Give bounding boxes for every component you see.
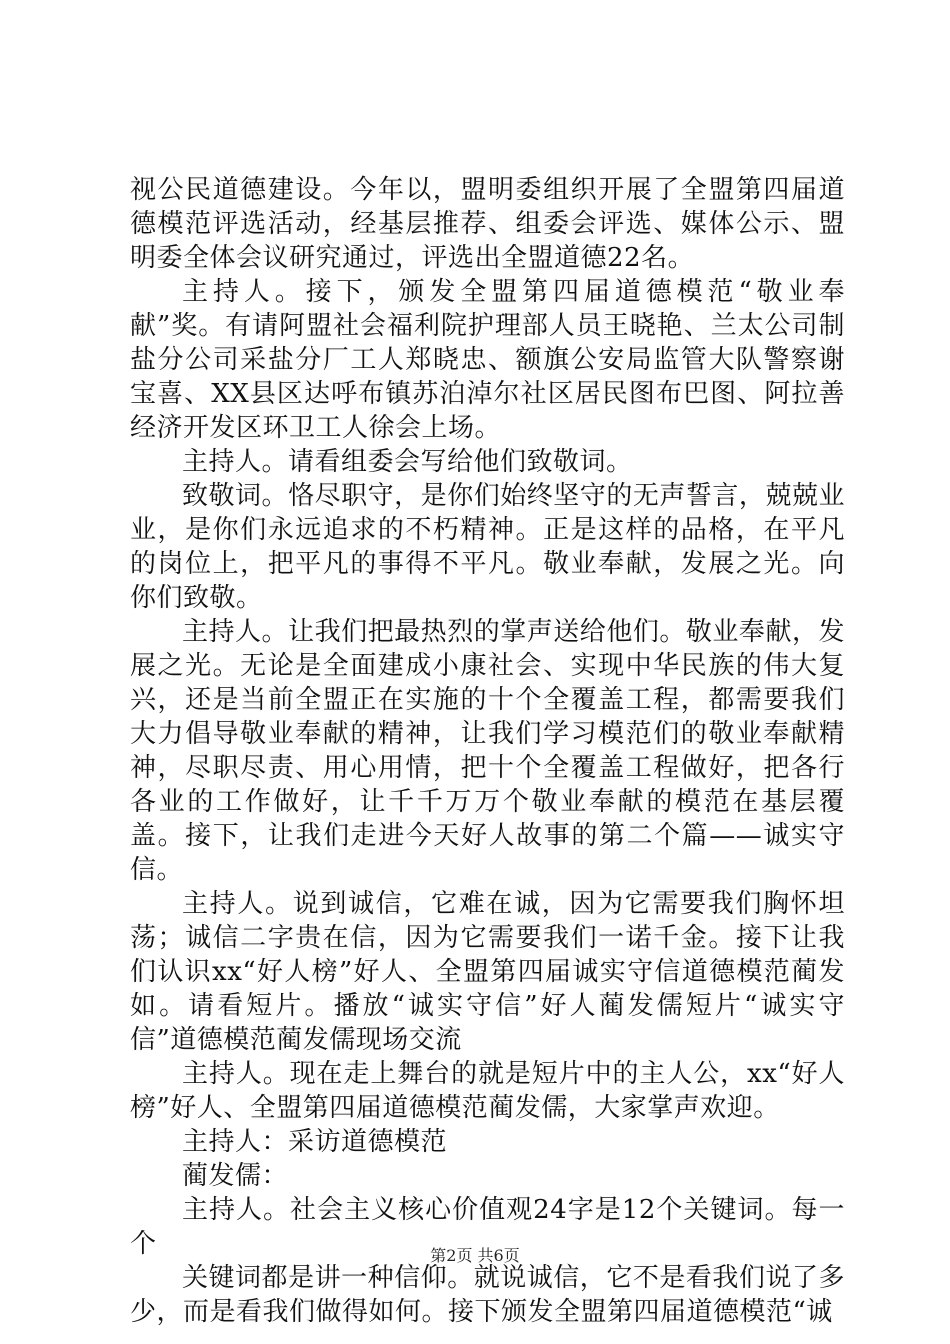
paragraph-7: 主持人。现在走上舞台的就是短片中的主人公，xx“好人榜”好人、全盟第四届道德模范蔺发儒，大家掌声欢迎。 [130,1059,845,1123]
page-number-label: 第2页 共6页 [430,1246,520,1265]
paragraph-9: 蔺发儒： [182,1161,289,1191]
page-footer [0,1246,950,1266]
paragraph-5: 主持人。让我们把最热烈的掌声送给他们。敬业奉献，发展之光。无论是全面建成小康社会、实现中华民族的伟大复兴，还是当前全盟正在实施的十个全覆盖工程，都需要我们大力倡导敬业奉献的精神，让我们学习模范们的敬业奉献精神，尽职尽责、用心用情，把十个全覆盖工程做好，把各行各业的工作做好，让千千万万个敬业奉献的模范在基层覆盖。接下，让我们走进今天好人故事的第二个篇——诚实守信。 [130,617,845,885]
paragraph-4: 致敬词。恪尽职守，是你们始终坚守的无声誓言，兢兢业业，是你们永远追求的不朽精神。正是这样的品格，在平凡的岗位上，把平凡的事得不平凡。敬业奉献，发展之光。向你们致敬。 [130,481,845,613]
paragraph-11: 关键词都是讲一种信仰。就说诚信，它不是看我们说了多少，而是看我们做得如何。接下颁发全盟第四届道德模范“诚 [130,1263,845,1327]
document-body [130,173,845,1329]
paragraph-8: 主持人：采访道德模范 [182,1127,448,1157]
paragraph-3: 主持人。请看组委会写给他们致敬词。 [182,447,633,477]
paragraph-6: 主持人。说到诚信，它难在诚，因为它需要我们胸怀坦荡；诚信二字贵在信，因为它需要我们一诺千金。接下让我们认识xx“好人榜”好人、全盟第四届诚实守信道德模范蔺发如。请看短片。播放“诚实守信”好人蔺发儒短片“诚实守信”道德模范蔺发儒现场交流 [130,889,845,1055]
paragraph-2: 主持人。接下，颁发全盟第四届道德模范“敬业奉献”奖。有请阿盟社会福利院护理部人员王晓艳、兰太公司制盐分公司采盐分厂工人郑晓忠、额旗公安局监管大队警察谢宝喜、XX县区达呼布镇苏泊淖尔社区居民图布巴图、阿拉善经济开发区环卫工人徐会上场。 [130,277,845,443]
paragraph-10: 主持人。社会主义核心价值观24字是12个关键词。每一个 [130,1195,845,1259]
paragraph-1: 视公民道德建设。今年以，盟明委组织开展了全盟第四届道德模范评选活动，经基层推荐、组委会评选、媒体公示、盟明委全体会议研究通过，评选出全盟道德22名。 [130,175,845,273]
